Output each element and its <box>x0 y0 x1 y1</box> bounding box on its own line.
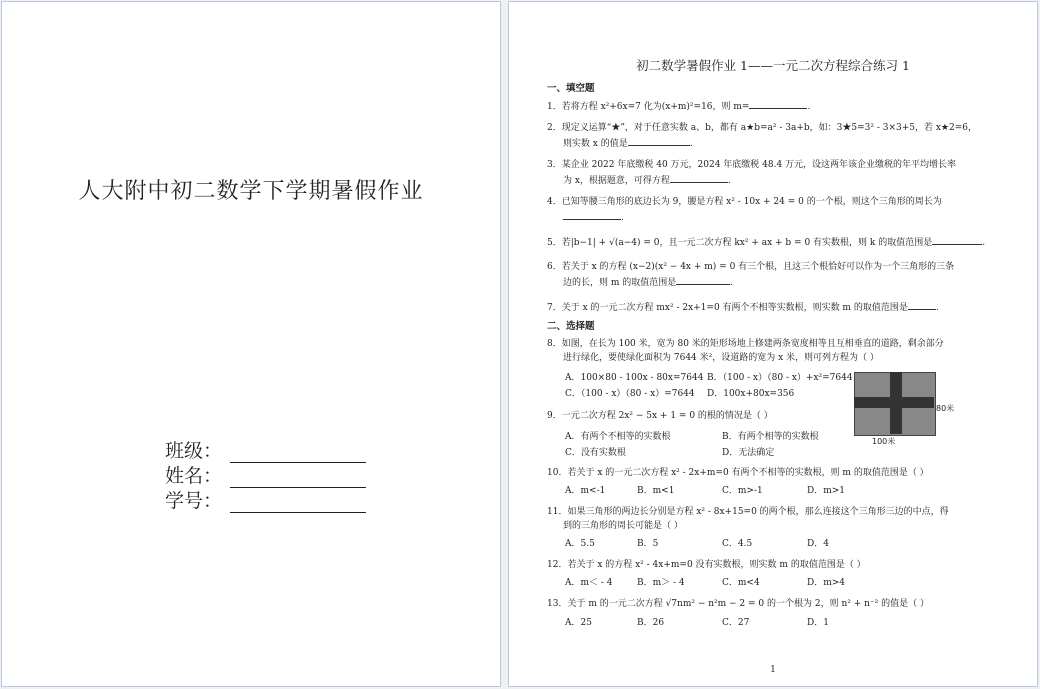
question-2: 2．现定义运算“★”，对于任意实数 a、b，都有 a★b=a² - 3a+b，如：3★5=3² - 3×3+5，若 x★2=6， 则实数 x 的值是 . <box>547 123 977 149</box>
option-d: D．无法确定 <box>722 448 775 458</box>
option-b: B．有两个相等的实数根 <box>722 432 819 442</box>
option-a: A．100×80 - 100x - 80x=7644 <box>565 373 704 383</box>
question-6: 6．若关于 x 的方程 (x−2)(x² − 4x + m) = 0 有三个根，且这三个根恰好可以作为一个三角形的三条 边的长，则 m 的取值范围是 . <box>547 262 955 288</box>
option-a: A．5.5 <box>565 539 595 549</box>
option-c: C．没有实数根 <box>565 448 626 458</box>
answer-blank <box>563 209 621 220</box>
name-label: 姓名： <box>165 465 223 487</box>
option-a: A．25 <box>565 618 592 628</box>
answer-blank <box>932 234 982 245</box>
option-d: D．100x+80x=356 <box>707 389 795 399</box>
student-id-label: 学号： <box>165 490 223 512</box>
name-field <box>165 463 366 488</box>
option-d: D．1 <box>807 618 829 628</box>
section-multiple-choice: 二、选择题 <box>547 321 595 332</box>
option-a: A．m＜ - 4 <box>565 578 613 588</box>
question-9: 9．一元二次方程 2x² − 5x + 1 = 0 的根的情况是（ ） <box>547 411 773 421</box>
option-c: C．（100 - x）（80 - x）=7644 <box>565 389 695 399</box>
horizontal-road <box>854 397 934 408</box>
option-a: A．有两个不相等的实数根 <box>565 432 671 442</box>
exercise-page <box>508 1 1038 687</box>
page-number: 1 <box>770 665 776 675</box>
option-c: C．27 <box>722 618 750 628</box>
figure-width-label: 80米 <box>936 404 955 413</box>
document-title: 初二数学暑假作业 1——一元二次方程综合练习 1 <box>636 58 910 73</box>
option-d: D．4 <box>807 539 829 549</box>
question-1: 1．若将方程 x²+6x=7 化为(x+m)²=16，则 m= . <box>547 98 1007 114</box>
figure-length-label: 100米 <box>872 437 896 446</box>
option-c: C．m<4 <box>722 578 760 588</box>
answer-blank <box>628 135 690 146</box>
question-13: 13．关于 m 的一元二次方程 √7nm² − n²m − 2 = 0 的一个根为 2，则 n² + n⁻² 的值是（ ） <box>547 599 930 609</box>
question-12: 12．若关于 x 的方程 x² - 4x+m=0 没有实数根，则实数 m 的取值范围是（ ） <box>547 560 866 570</box>
option-b: B．（100 - x）（80 - x）+x²=7644 <box>707 373 853 383</box>
option-b: B．m＞ - 4 <box>637 578 685 588</box>
student-id-field <box>165 488 366 513</box>
section-fill-blank: 一、填空题 <box>547 83 595 94</box>
option-b: B．m<1 <box>637 486 675 496</box>
question-8: 8．如图，在长为 100 米，宽为 80 米的矩形场地上修建两条宽度相等且互相垂直的道路，剩余部分 进行绿化，要使绿化面积为 7644 米²，设道路的宽为 x 米，则可列方程为（ ） <box>547 339 944 363</box>
road-field-figure <box>854 372 936 434</box>
class-blank <box>230 443 366 463</box>
question-3: 3．某企业 2022 年底缴税 40 万元，2024 年底缴税 48.4 万元，设这两年该企业缴税的年平均增长率 为 x，根据题意，可得方程 . <box>547 160 957 186</box>
option-b: B．26 <box>637 618 665 628</box>
answer-blank <box>749 98 807 109</box>
option-d: D．m>4 <box>807 578 846 588</box>
cover-page <box>1 1 501 687</box>
class-label: 班级： <box>165 440 223 462</box>
option-c: C．m>-1 <box>722 486 763 496</box>
answer-blank <box>908 299 936 310</box>
name-blank <box>230 468 366 488</box>
option-b: B．5 <box>637 539 659 549</box>
class-field <box>165 438 366 463</box>
cover-fields <box>165 438 366 513</box>
question-7: 7．关于 x 的一元二次方程 mx² - 2x+1=0 有两个不相等实数根，则实数 m 的取值范围是 . <box>547 299 1007 315</box>
student-id-blank <box>230 493 366 513</box>
option-a: A．m<-1 <box>565 486 606 496</box>
answer-blank <box>676 274 730 285</box>
option-d: D．m>1 <box>807 486 846 496</box>
question-5: 5．若|b−1| + √(a−4) = 0，且一元二次方程 kx² + ax + b = 0 有实数根，则 k 的取值范围是 . <box>547 234 1007 250</box>
option-c: C．4.5 <box>722 539 753 549</box>
question-10: 10．若关于 x 的一元二次方程 x² - 2x+m=0 有两个不相等的实数根，则 m 的取值范围是（ ） <box>547 468 929 478</box>
cover-title: 人大附中初二数学下学期暑假作业 <box>78 179 424 204</box>
question-11: 11．如果三角形的两边长分别是方程 x² - 8x+15=0 的两个根，那么连接这个三角形三边的中点，得 到的三角形的周长可能是（ ） <box>547 507 949 531</box>
answer-blank <box>670 172 728 183</box>
question-4: 4．已知等腰三角形的底边长为 9，腰是方程 x² - 10x + 24 = 0 的一个根，则这个三角形的周长为 . <box>547 197 942 223</box>
